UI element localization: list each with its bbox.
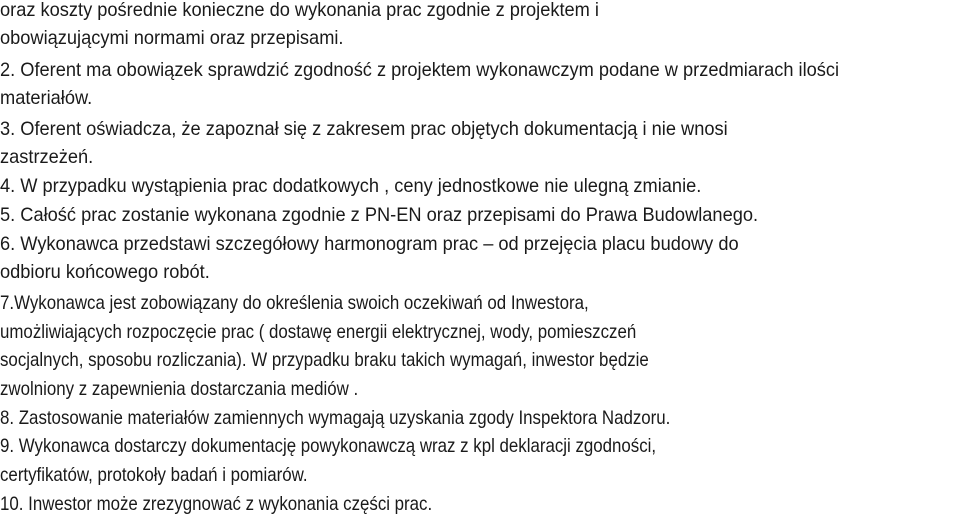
document-line-7: 4. W przypadku wystąpienia prac dodatkowych , ceny jednostkowe nie ulegną zmianie. [0,175,702,197]
document-line-3: 2. Oferent ma obowiązek sprawdzić zgodność z projektem wykonawczym podane w przedmiarach ilości [0,59,840,81]
document-line-1: oraz koszty pośrednie konieczne do wykonania prac zgodnie z projektem i [0,0,599,21]
document-line-14: zwolniony z zapewnienia dostarczania mediów . [0,378,359,400]
document-line-10: odbioru końcowego robót. [0,261,210,283]
document-line-6: zastrzeżeń. [0,146,94,168]
document-line-11: 7.Wykonawca jest zobowiązany do określenia swoich oczekiwań od Inwestora, [0,292,589,314]
document-line-8: 5. Całość prac zostanie wykonana zgodnie z PN-EN oraz przepisami do Prawa Budowlanego. [0,204,759,226]
document-line-2: obowiązującymi normami oraz przepisami. [0,27,344,49]
document-line-5: 3. Oferent oświadcza, że zapoznał się z zakresem prac objętych dokumentacją i nie wnosi [0,118,728,140]
document-line-12: umożliwiających rozpoczęcie prac ( dostawę energii elektrycznej, wody, pomieszczeń [0,321,637,343]
document-line-15: 8. Zastosowanie materiałów zamiennych wymagają uzyskania zgody Inspektora Nadzoru. [0,407,671,429]
document-line-4: materiałów. [0,87,93,109]
document-line-9: 6. Wykonawca przedstawi szczegółowy harmonogram prac – od przejęcia placu budowy do [0,233,739,255]
document-line-17: certyfikatów, protokoły badań i pomiarów. [0,464,308,486]
document-line-13: socjalnych, sposobu rozliczania). W przypadku braku takich wymagań, inwestor będzie [0,349,649,371]
document-line-16: 9. Wykonawca dostarczy dokumentację powykonawczą wraz z kpl deklaracji zgodności, [0,435,657,457]
document-line-18: 10. Inwestor może zrezygnować z wykonania części prac. [0,493,433,515]
